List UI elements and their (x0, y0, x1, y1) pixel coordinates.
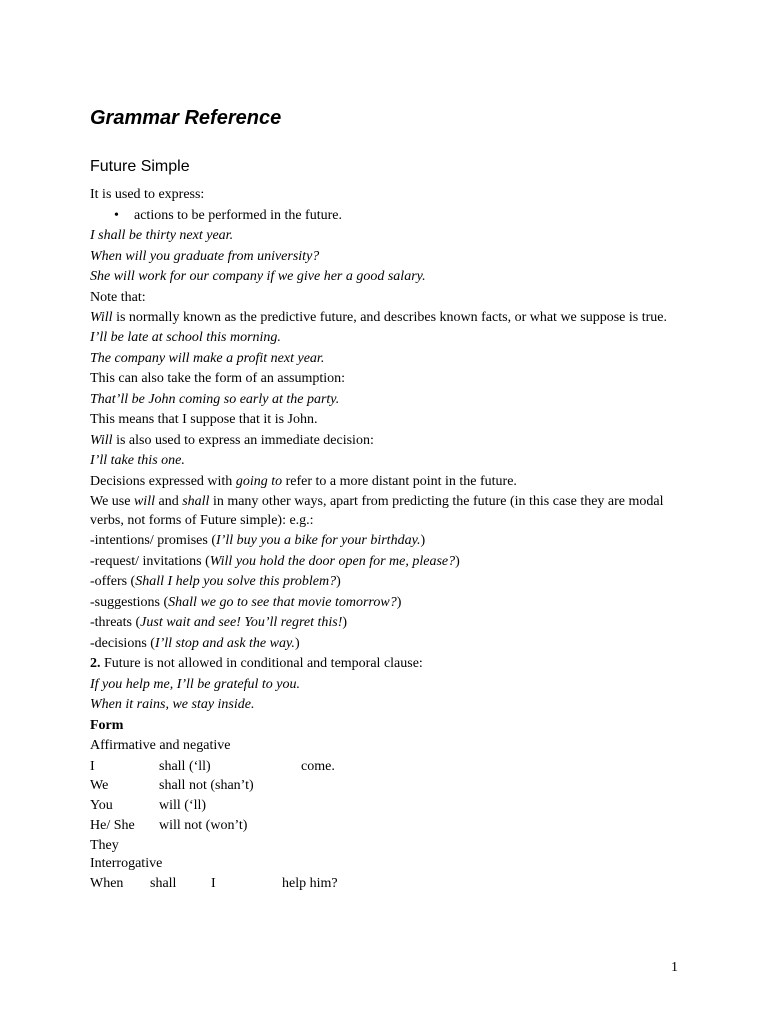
list-number: 2. (90, 656, 101, 671)
text-line: This can also take the form of an assumption: (90, 371, 346, 386)
text-line (90, 492, 690, 531)
text-span: and (154, 494, 183, 509)
text-span: ) (342, 615, 348, 630)
form-row (90, 757, 690, 777)
text-line: This means that I suppose that it is John. (90, 412, 318, 427)
example-line: I’ll take this one. (90, 453, 185, 468)
interrogative-heading: Interrogative (90, 856, 163, 871)
text-line (90, 552, 690, 573)
form-auxiliary: shall not (shan’t) (159, 778, 254, 793)
text-line (90, 654, 690, 675)
emphasis-text: shall (182, 494, 210, 509)
text-span: Future is not allowed in conditional and temporal clause: (100, 656, 423, 671)
form-subject: We (90, 778, 109, 793)
text-line (90, 531, 690, 552)
form-auxiliary: will not (won’t) (159, 818, 248, 833)
text-span: is also used to express an immediate decision: (112, 432, 374, 448)
bullet-icon: • (114, 207, 119, 223)
text-span: We use (90, 494, 134, 509)
bullet-item (90, 206, 690, 227)
form-heading: Form (90, 717, 124, 733)
example-line: When it rains, we stay inside. (90, 697, 255, 712)
example-line: I’ll be late at school this morning. (90, 330, 281, 345)
emphasis-text: Shall I help you solve this problem? (135, 574, 337, 589)
example-line: She will work for our company if we give her a good salary. (90, 269, 426, 284)
emphasis-text: I’ll buy you a bike for your birthday. (216, 533, 421, 548)
text-span: -decisions ( (90, 635, 155, 651)
emphasis-text: Will (90, 310, 113, 325)
example-line: The company will make a profit next year. (90, 350, 325, 366)
form-auxiliary: shall (‘ll) (159, 758, 211, 774)
form-subject: They (90, 838, 119, 853)
text-line (90, 634, 690, 655)
text-span: -intentions/ promises ( (90, 533, 216, 548)
question-word: When (90, 876, 124, 891)
form-subject: You (90, 797, 113, 813)
text-span: -threats ( (90, 615, 141, 630)
text-line: Affirmative and negative (90, 738, 231, 753)
form-verb: help him? (282, 876, 338, 891)
form-auxiliary (159, 836, 301, 855)
form-verb: come. (301, 758, 335, 774)
text-span: -offers ( (90, 574, 136, 589)
text-span: -suggestions ( (90, 594, 169, 610)
example-line: When will you graduate from university? (90, 248, 320, 264)
example-line: That’ll be John coming so early at the party. (90, 391, 340, 407)
text-line (90, 593, 690, 614)
text-line (90, 431, 690, 452)
section-heading: Future Simple (90, 158, 190, 175)
page-number: 1 (671, 960, 678, 975)
form-subject: He/ She (90, 818, 135, 833)
emphasis-text: Will (90, 432, 113, 448)
text-span: refer to a more distant point in the future. (282, 473, 517, 489)
form-auxiliary: will (‘ll) (159, 797, 207, 813)
bullet-text: actions to be performed in the future. (134, 207, 342, 223)
form-subject: I (90, 758, 95, 774)
text-line: Note that: (90, 289, 146, 305)
page-title: Grammar Reference (90, 107, 282, 129)
interrogative-row (90, 873, 690, 895)
text-span: ) (420, 533, 426, 548)
emphasis-text: I’ll stop and ask the way. (154, 635, 295, 651)
text-span: ) (336, 574, 341, 589)
form-auxiliary: shall (150, 876, 177, 891)
text-line (90, 613, 690, 634)
body-text (90, 185, 690, 895)
form-row (90, 796, 690, 816)
emphasis-text: Just wait and see! You’ll regret this! (140, 615, 343, 630)
text-line (90, 472, 690, 493)
emphasis-text: going to (235, 473, 283, 489)
example-line: I shall be thirty next year. (90, 228, 234, 243)
form-row (90, 836, 690, 855)
text-span: ) (455, 553, 460, 569)
emphasis-text: Shall we go to see that movie tomorrow? (168, 594, 397, 610)
text-span: ) (294, 635, 300, 651)
text-line (90, 572, 690, 593)
example-line: If you help me, I’ll be grateful to you. (90, 676, 300, 692)
text-line (90, 308, 690, 328)
text-span: ) (396, 594, 402, 610)
text-span: -request/ invitations ( (90, 553, 210, 569)
text-line: It is used to express: (90, 187, 205, 202)
text-span: in many other ways, apart from predicting the future (in this case they are modal verbs, not forms of Future simple): e.g.: (90, 494, 664, 528)
form-row (90, 815, 690, 836)
form-row (90, 776, 690, 796)
form-table (90, 757, 690, 856)
text-span: is normally known as the predictive future, and describes known facts, or what we suppose is true. (112, 310, 667, 325)
form-subject: I (211, 876, 216, 891)
emphasis-text: Will you hold the door open for me, please? (209, 553, 456, 569)
emphasis-text: will (133, 494, 155, 509)
text-span: Decisions expressed with (90, 473, 236, 489)
